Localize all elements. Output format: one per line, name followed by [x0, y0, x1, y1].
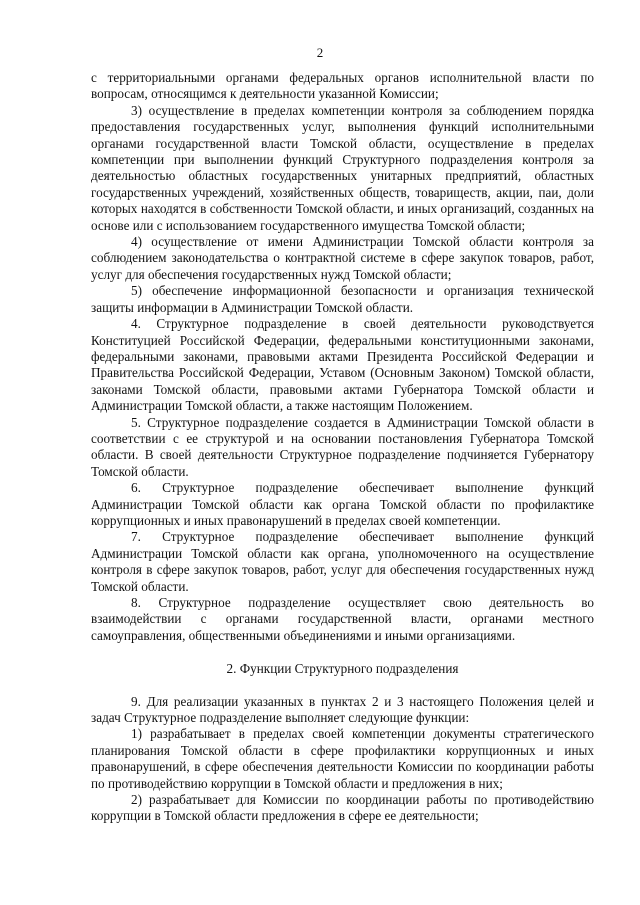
page-number: 2: [316, 45, 324, 60]
paragraph-clause-4: 4. Структурное подразделение в своей деятельности руководствуется Конституцией Российской Федерации, федеральными конституционными законами, федеральными законами, правовыми актами Президента Российской Федерации и Правительства Российской Федерации, Уставом (Основным Законом) Томской области, законами Томской области, правовыми актами Губернатора Томской области и Администрации Томской области, а также настоящим Положением.: [91, 316, 594, 414]
paragraph-clause-8: 8. Структурное подразделение осуществляет свою деятельность во взаимодействии с органами государственной власти, органами местного самоуправления, общественными объединениями и иными организациями.: [91, 595, 594, 643]
paragraph-item-5: 5) обеспечение информационной безопасности и организация технической защиты информации в Администрации Томской области.: [91, 283, 594, 315]
paragraph-clause-9: 9. Для реализации указанных в пунктах 2 и 3 настоящего Положения целей и задач Структурное подразделение выполняет следующие функции:: [91, 693, 594, 726]
paragraph-clause-6: 6. Структурное подразделение обеспечивает выполнение функций Администрации Томской области как органа Томской области по профилактике коррупционных и иных правонарушений в пределах своей компетенции.: [91, 480, 594, 528]
paragraph-function-2: 2) разрабатывает для Комиссии по координации работы по противодействию коррупции в Томской области предложения в сфере ее деятельности;: [91, 792, 594, 824]
document-body: [91, 70, 594, 825]
section-heading: 2. Функции Структурного подразделения: [226, 661, 459, 677]
paragraph-function-1: 1) разрабатывает в пределах своей компетенции документы стратегического планирования Томской области в сфере профилактики коррупционных и иных правонарушений, в сфере обеспечения деятельности Комиссии по координации работы по противодействию коррупции в Томской области и предложения в них;: [91, 726, 594, 791]
paragraph-item-3: 3) осуществление в пределах компетенции контроля за соблюдением порядка предоставления государственных услуг, выполнения функций исполнительными органами государственной власти Томской области, осуществление в пределах компетенции при выполнении функций Структурного подразделения контроля за деятельностью областных государственных унитарных предприятий, областных государственных учреждений, хозяйственных обществ, товариществ, акции, паи, доли которых находятся в собственности Томской области, и иных организаций, созданных на основе или с использованием государственного имущества Томской области;: [91, 102, 594, 233]
paragraph-continuation: с территориальными органами федеральных органов исполнительной власти по вопросам, относящимся к деятельности указанной Комиссии;: [91, 70, 594, 102]
paragraph-clause-7: 7. Структурное подразделение обеспечивает выполнение функций Администрации Томской области как органа, уполномоченного на осуществление контроля в сфере закупок товаров, работ, услуг для обеспечения государственных нужд Томской области.: [91, 529, 594, 594]
paragraph-clause-5: 5. Структурное подразделение создается в Администрации Томской области в соответствии с ее структурой и на основании постановления Губернатора Томской области. В своей деятельности Структурное подразделение подчиняется Губернатору Томской области.: [91, 414, 594, 479]
paragraph-item-4: 4) осуществление от имени Администрации Томской области контроля за соблюдением законодательства о контрактной системе в сфере закупок товаров, работ, услуг для обеспечения государственных нужд Томской области;: [91, 234, 594, 282]
